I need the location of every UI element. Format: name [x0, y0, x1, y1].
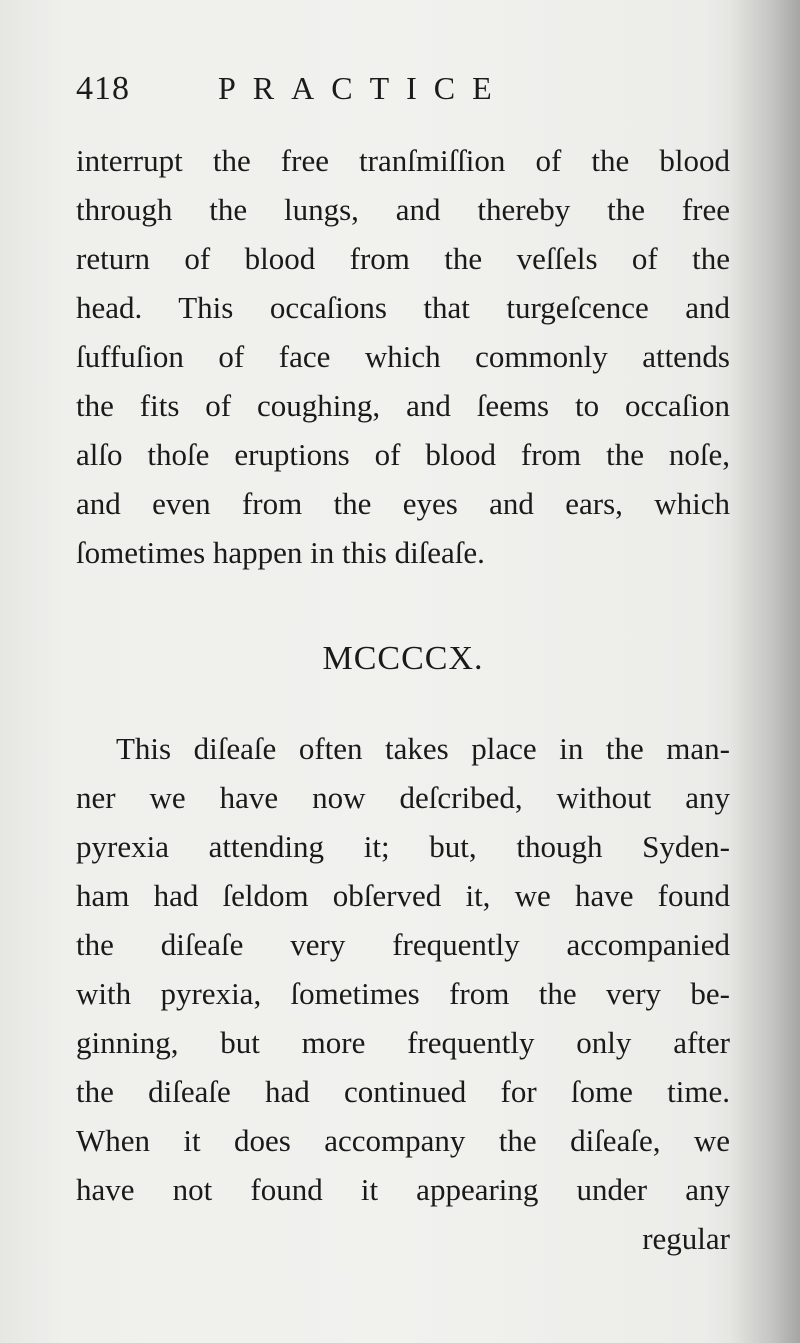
text-line: with pyrexia, ſometimes from the very be- [76, 976, 730, 1011]
page-edge-shadow [730, 0, 800, 1343]
text-line: the diſeaſe very frequently accompanied [76, 927, 730, 962]
text-line: and even from the eyes and ears, which [76, 486, 730, 521]
running-head: PRACTICE [218, 70, 509, 106]
text-line: When it does accompany the diſeaſe, we [76, 1123, 730, 1158]
text-line: ſometimes happen in this diſeaſe. [76, 535, 485, 570]
page-header [76, 64, 736, 114]
text-line: through the lungs, and thereby the free [76, 192, 730, 227]
text-line: ner we have now deſcribed, without any [76, 780, 730, 815]
text-line: head. This occaſions that turgeſcence and [76, 290, 730, 325]
text-line: alſo thoſe eruptions of blood from the noſe, [76, 437, 730, 472]
paragraph-1 [76, 136, 730, 577]
paragraph-2 [76, 724, 730, 1263]
text-line: have not found it appearing under any [76, 1172, 730, 1207]
text-line: ſuffuſion of face which commonly attends [76, 339, 730, 374]
text-line: interrupt the free tranſmiſſion of the blood [76, 143, 730, 178]
text-line: This diſeaſe often takes place in the man- [116, 731, 730, 766]
text-line: pyrexia attending it; but, though Syden- [76, 829, 730, 864]
text-line: return of blood from the veſſels of the [76, 241, 730, 276]
text-line: ham had ſeldom obſerved it, we have found [76, 878, 730, 913]
page-number: 418 [76, 70, 130, 107]
section-heading: MCCCCX. [322, 640, 484, 677]
text-line: ginning, but more frequently only after [76, 1025, 730, 1060]
text-line: the diſeaſe had continued for ſome time. [76, 1074, 730, 1109]
text-line: the fits of coughing, and ſeems to occaſion [76, 388, 730, 423]
catchword: regular [642, 1221, 730, 1256]
